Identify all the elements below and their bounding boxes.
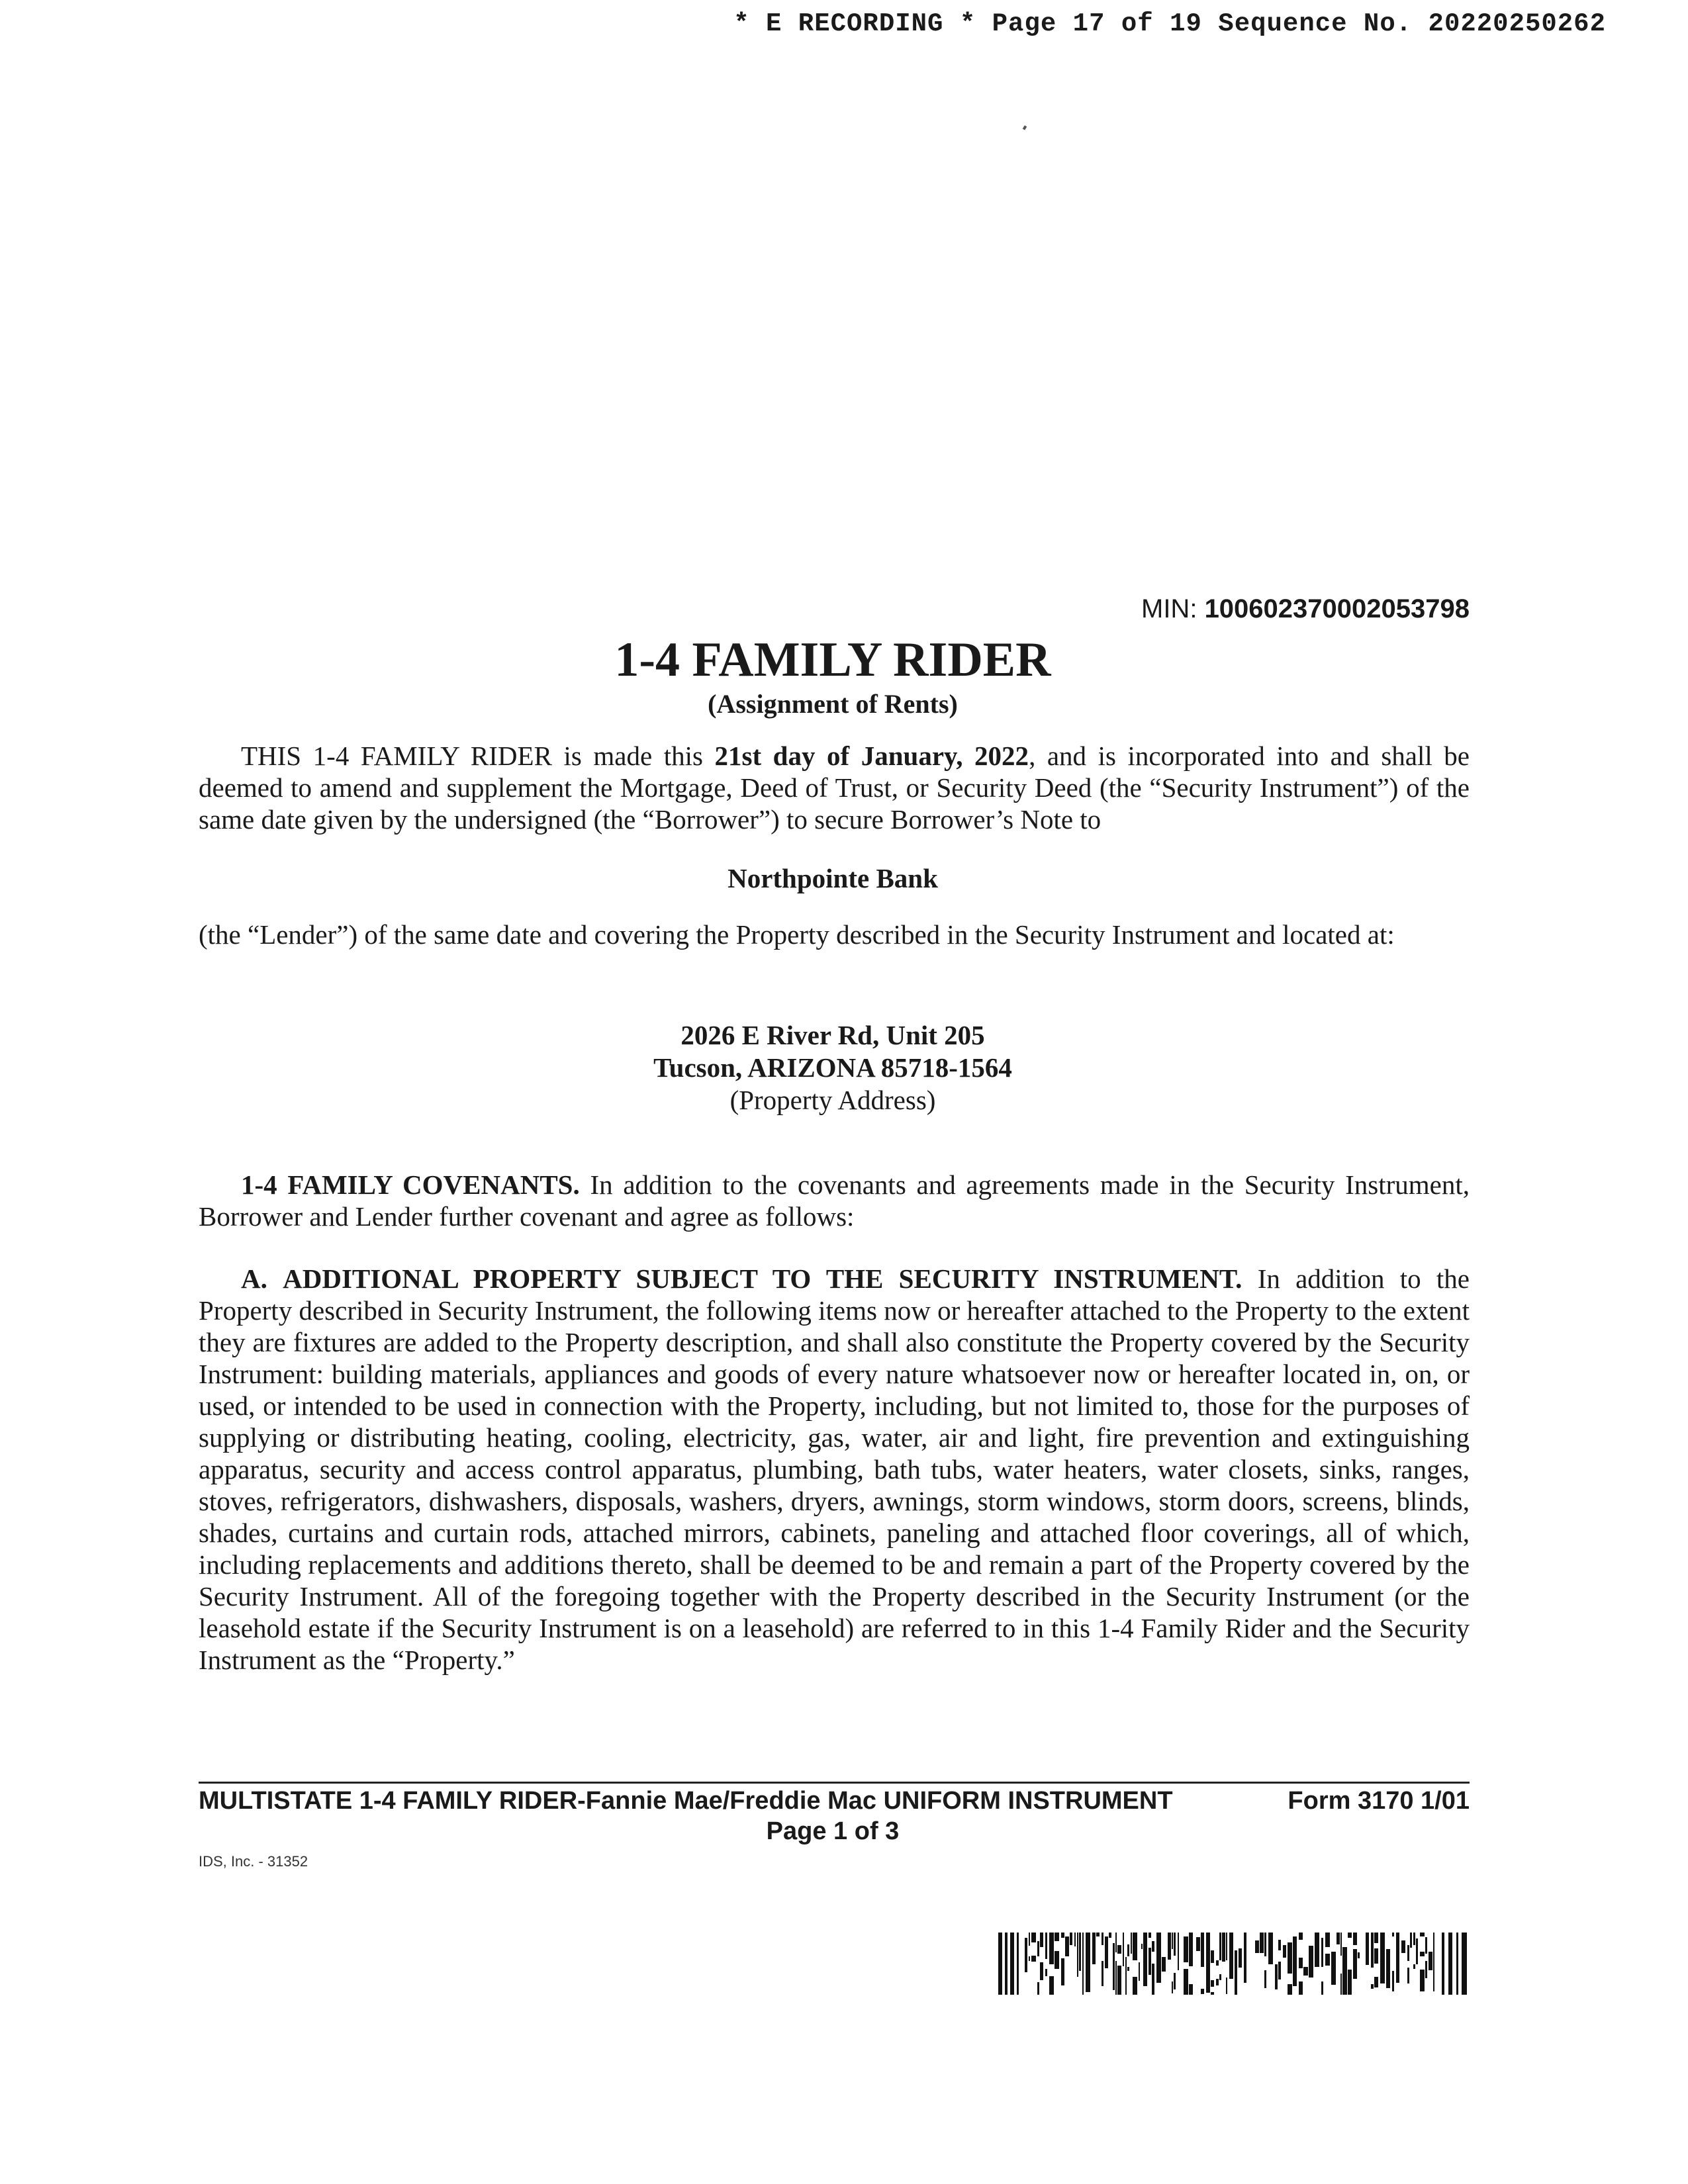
intro-text-2: , and is incorporated into and shall be deemed to amend and supplement the Mortgage, Deed of Trust, or Security Deed (the “Security Instrument”) of the same date given by the undersigned (the “Borrower”) to secure Borrower’s Note to (199, 741, 1470, 835)
footer-form-title: MULTISTATE 1-4 FAMILY RIDER-Fannie Mae/Freddie Mac UNIFORM INSTRUMENT (199, 1787, 1173, 1815)
footer-form-number: Form 3170 1/01 (1288, 1787, 1470, 1815)
lender-name: Northpointe Bank (727, 863, 938, 893)
intro-text-1: THIS 1-4 FAMILY RIDER is made this (241, 741, 715, 771)
footer-rule (199, 1782, 1470, 1784)
min-value: 100602370002053798 (1204, 594, 1470, 623)
property-address-caption: (Property Address) (729, 1085, 936, 1115)
section-a-text: In addition to the Property described in Security Instrument, the following items now or hereafter attached to the Property to the extent they are fixtures are added to the Property description, and shall also constitute the Property covered by the Security Instrument: building materials, appliances and goods of every nature whatsoever now or hereafter located in, on, or used, or intended to be used in connection with the Property, including, but not limited to, those for the purposes of supplying or distributing heating, cooling, electricity, gas, water, air and light, fire prevention and extinguishing apparatus, security and access control apparatus, plumbing, bath tubs, water heaters, water closets, sinks, ranges, stoves, refrigerators, dishwashers, disposals, washers, dryers, awnings, storm windows, storm doors, screens, blinds, shades, curtains and curtain rods, attached mirrors, cabinets, paneling and attached floor coverings, all of which, including replacements and additions thereto, shall be deemed to be and remain a part of the Property covered by the Security Instrument. All of the foregoing together with the Property described in the Security Instrument (or the leasehold estate if the Security Instrument is on a leasehold) are referred to in this 1-4 Family Rider and the Security Instrument as the “Property.” (199, 1263, 1470, 1675)
covenants-paragraph (199, 1169, 1470, 1232)
property-city-state-zip: Tucson, ARIZONA 85718-1564 (653, 1052, 1012, 1083)
property-street: 2026 E River Rd, Unit 205 (680, 1020, 985, 1050)
recording-stamp: * E RECORDING * Page 17 of 19 Sequence No. 20220250262 (733, 9, 1606, 38)
section-a-paragraph (199, 1263, 1470, 1676)
property-address (0, 1019, 1665, 1116)
barcode-icon (998, 1933, 1470, 1995)
document-subtitle: (Assignment of Rents) (708, 689, 958, 719)
intro-paragraph (199, 740, 1470, 835)
covenants-heading: 1-4 FAMILY COVENANTS. (241, 1169, 580, 1200)
min-line (1141, 594, 1470, 624)
lender-clause: (the “Lender”) of the same date and covering the Property described in the Security Instrument and located at: (199, 919, 1395, 950)
section-a-heading: ADDITIONAL PROPERTY SUBJECT TO THE SECURITY INSTRUMENT. (283, 1263, 1243, 1294)
footer-page-number: Page 1 of 3 (766, 1817, 900, 1845)
min-label: MIN: (1141, 594, 1197, 623)
section-a-letter: A. (241, 1263, 267, 1294)
rider-date: 21st day of January, 2022 (714, 741, 1029, 771)
covenants-text: In addition to the covenants and agreements made in the Security Instrument, Borrower and Lender further covenant and agree as follows: (199, 1169, 1470, 1232)
footer-vendor: IDS, Inc. - 31352 (199, 1853, 308, 1870)
document-title: 1-4 FAMILY RIDER (614, 633, 1051, 687)
scan-speck (1023, 125, 1027, 130)
